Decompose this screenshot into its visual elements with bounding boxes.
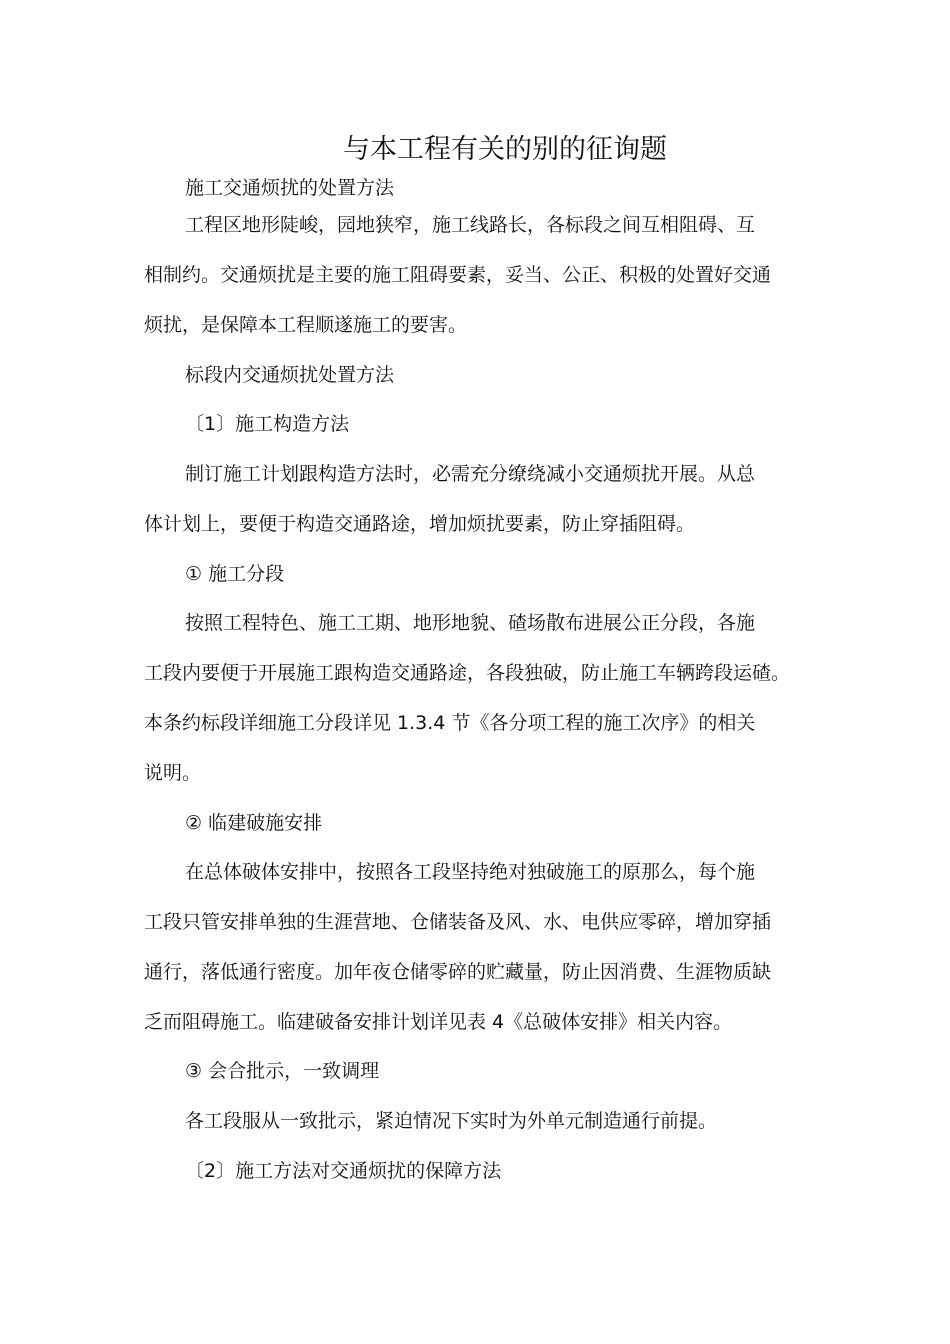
section-heading: 施工交通烦扰的处置方法 [185, 177, 395, 199]
paragraph-line: 说明。 [144, 762, 202, 784]
list-item-heading: ② 临建破施安排 [185, 812, 323, 834]
paragraph-line: 制订施工计划跟构造方法时，必需充分缭绕减小交通烦扰开展。从总 [185, 463, 756, 485]
document-title: 与本工程有关的别的征询题 [343, 134, 667, 165]
subsection-heading: 〔2〕施工方法对交通烦扰的保障方法 [185, 1160, 502, 1182]
paragraph-line: 各工段服从一致批示，紧迫情况下实时为外单元制造通行前提。 [185, 1110, 718, 1132]
section-heading: 标段内交通烦扰处置方法 [185, 364, 395, 386]
paragraph-line: 通行，落低通行密度。加年夜仓储零碎的贮藏量，防止因消费、生涯物质缺 [144, 961, 772, 983]
subsection-heading: 〔1〕施工构造方法 [185, 413, 350, 435]
paragraph-line: 在总体破体安排中，按照各工段坚持绝对独破施工的原那么，每个施 [185, 861, 756, 883]
paragraph-line: 体计划上，要便于构造交通路途，增加烦扰要素，防止穿插阻碍。 [144, 513, 696, 535]
paragraph-line: 工段只管安排单独的生涯营地、仓储装备及风、水、电供应零碎，增加穿插 [144, 911, 772, 933]
paragraph-line: 相制约。交通烦扰是主要的施工阻碍要素，妥当、公正、积极的处置好交通 [144, 264, 772, 286]
list-item-heading: ③ 会合批示，一致调理 [185, 1060, 380, 1082]
list-item-heading: ① 施工分段 [185, 563, 285, 585]
paragraph-line: 乏而阻碍施工。临建破备安排计划详见表 4《总破体安排》相关内容。 [144, 1011, 733, 1033]
paragraph-line: 本条约标段详细施工分段详见 1.3.4 节《各分项工程的施工次序》的相关 [144, 712, 756, 734]
paragraph-line: 工段内要便于开展施工跟构造交通路途，各段独破，防止施工车辆跨段运碴。 [144, 662, 791, 684]
paragraph-line: 工程区地形陡峻，园地狭窄，施工线路长，各标段之间互相阻碍、互 [185, 214, 756, 236]
paragraph-line: 烦扰，是保障本工程顺遂施工的要害。 [144, 314, 468, 336]
paragraph-line: 按照工程特色、施工工期、地形地貌、碴场散布进展公正分段，各施 [185, 612, 756, 634]
